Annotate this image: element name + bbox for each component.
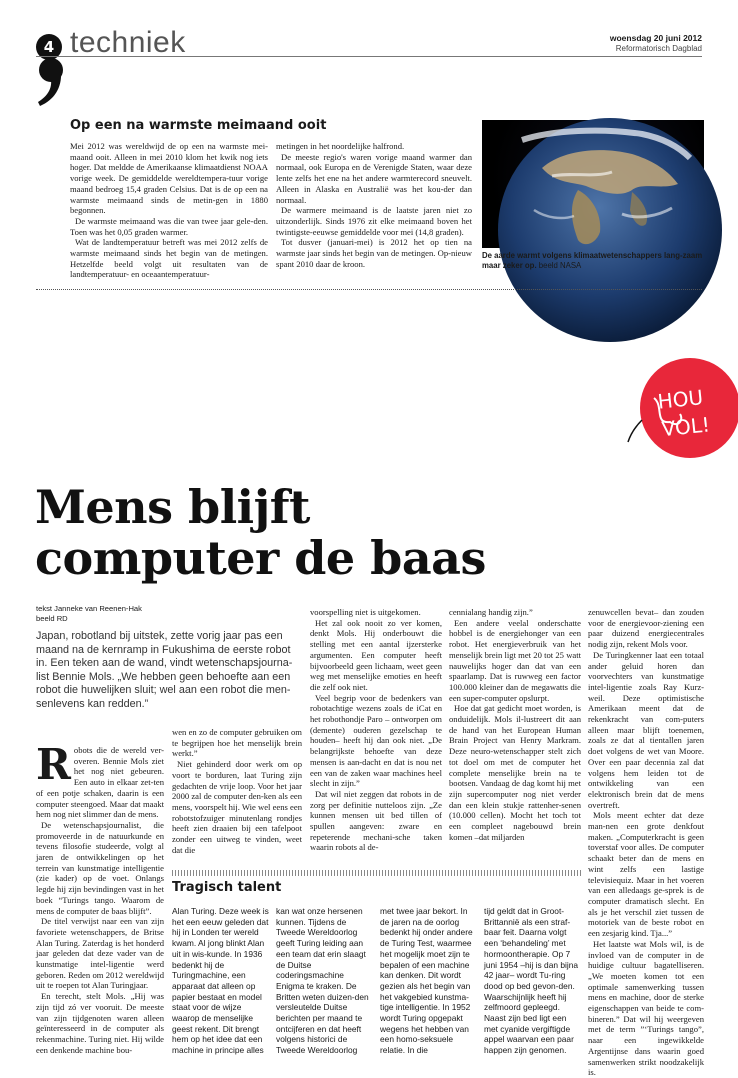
earth-photo <box>482 120 704 248</box>
newspaper-name: Reformatorisch Dagblad <box>615 44 702 53</box>
paragraph: Veel begrip voor de bedenkers van robotachtige wezens zoals de iCat en het robothondje Paro – ontworpen om (demente) ouderen gezelschap te houden– heeft hij dan ook niet. „De belangrijkste behoefte van deze mensen is aan-dacht en dat is nou net een van de zaken waar machines heel slecht in zijn.” <box>310 692 442 789</box>
paragraph: Tot dusver (januari-mei) is 2012 het op tien na warmste jaar sinds het begin van de metingen. Op-nieuw spant 2010 daar de kroon. <box>276 237 472 269</box>
main-col3 <box>310 607 442 853</box>
byline <box>36 604 142 624</box>
article-intro: Japan, robotland bij uitstek, zette vorig jaar pas een maand na de kernramp in Fukushima de eerste robot in. Een teken aan de wand, vindt wetenschapsjourna-list Bennie Mols. „We hebben geen behoefte aan een robot die huwelijken sluit; wel aan een robot die men-senlevens kan redden.” <box>36 630 293 710</box>
drop-cap: R <box>36 740 71 789</box>
paragraph: voorspelling niet is uitgekomen. <box>310 607 421 617</box>
paragraph: Niet gehinderd door werk om op voort te borduren, laat Turing zijn gedachten de vrije loop. Voor het jaar 2000 zal de computer den-ken als een mens, voorspelt hij. Wie wel eens een robotstofzuiger minutenlang rondjes heeft zien draaien bij een tafelpoot zonder een uitweg te vinden, weet dat die <box>172 759 302 855</box>
main-col5 <box>588 607 704 1078</box>
photo-caption <box>482 251 704 271</box>
paragraph: Wat de landtemperatuur betreft was mei 2012 zelfs de warmste meimaand sinds het begin van de metingen. Hetzelfde beeld volgt uit resultaten van de landtemperatuur- en oceaantemperatuur- <box>70 237 268 280</box>
paragraph: De titel verwijst naar een van zijn favoriete wetenschappers, de Britse Alan Turing. Zaterdag is het honderd jaar geleden dat deze vader van de kunstmatige intel-ligentie werd geboren. Reden om 2012 wereldwijd uit te roepen tot Alan Turingjaar. <box>36 916 164 991</box>
paragraph: Mols meent echter dat deze man-nen een grote denkfout maken. „Computerkracht is geen toverstaf voor alles. De computer schaakt beter dan de mens en wint zelfs een lastige televisiequiz. Maar in het voeren van een alledaags ge-sprek is de computer dramatisch slecht. En als je het verschil ziet tussen de motoriek van de beste robot en een zesjarig kind. Tja...” <box>588 810 704 939</box>
paragraph: En terecht, stelt Mols. „Hij was zijn tijd zó ver vooruit. De meeste van zijn tijdgenoten waren alleen geïnteresseerd in de computer als rekenmachine. Turing niet. Hij wilde een denkende machine bou- <box>36 991 164 1055</box>
issue-date: woensdag 20 juni 2012 <box>609 33 702 43</box>
paragraph: Dat wil niet zeggen dat robots in de zorg per definitie nutteloos zijn. „Ze kunnen mensen uit bed tillen of spullen aangeven: zware en repeterende mechani-sche taken waarin robots al de- <box>310 788 442 853</box>
page-number: 4 <box>36 34 62 60</box>
headline-line1: Mens blijft <box>35 480 310 534</box>
top-article-title: Op een na warmste meimaand ooit <box>70 118 327 133</box>
paragraph: metingen in het noordelijke halfrond. <box>276 141 405 151</box>
top-article-col2 <box>276 141 472 269</box>
paragraph: De meeste regio's waren vorige maand warmer dan normaal, ook Europa en de Verenigde Staten, waar deze lente zelfs het ene na het andere warmterecord sneuvelt. Alleen in Alaska en Australië was het kou-der dan normaal. <box>276 151 472 205</box>
headline-line2: computer de baas <box>35 531 486 585</box>
header-divider <box>36 56 702 57</box>
paragraph: Hoe dat gat gedicht moet worden, is onduidelijk. Mols il-lustreert dit aan de hand van het European Human Brain Project van Henry Markram. Deze neuro-wetenschapper stelt zich tot doel om met de computer het complete menselijke brein na te bootsen. Vandaag de dag komt hij met zijn supercomputer nog niet verder dan een klein stukje rattenher-senen (10.000 cellen). Mocht het toch tot een compleet nagebouwd brein komen –dat miljarden <box>449 703 581 842</box>
paragraph: De warmste meimaand was die van twee jaar gele-den. Toen was het 0,05 graden warmer. <box>70 215 268 237</box>
sidebar-col3: met twee jaar bekort. In de jaren na de oorlog bedenkt hij onder andere de Turing Test, waarmee het mogelijk moet zijn te bepalen of een machine kan denken. Dit wordt gezien als het begin van het vakgebied kunstma-tige intelligentie. In 1952 wordt Turing opgepakt wegens het hebben van een homo-seksuele relatie. In die <box>380 906 473 1056</box>
paragraph: De warmere meimaand is de laatste jaren niet zo uitzonderlijk. Sinds 1976 zit elke meimaand boven het twintigste-eeuwse gemiddelde voor mei (14,8 graden). <box>276 205 472 237</box>
paragraph: Een andere veelal onderschatte hobbel is de energiehonger van een robot. Het energieverbruik van het menselijk brein ligt met 20 tot 25 watt nauwelijks hoger dan dat van een spaarlamp. Dat is ruwweg een factor 100.000 kleiner dan de megawatts die een super-computer opslurpt. <box>449 617 581 703</box>
comma-logo-icon <box>34 56 68 108</box>
paragraph: obots die de wereld ver-overen. Bennie Mols ziet het nog niet gebeuren. Een auto in elkaar zet-ten of een potje schaken, daarin is een computer steengoed. Maar dat maakt hem nog niet slimmer dan de mens. <box>36 745 164 820</box>
sidebar-col4: tijd geldt dat in Groot-Brittannië als een straf-baar feit. Daarna volgt een ‘behandeling’ met hormoontherapie. Op 7 juni 1954 –hij is dan bijna 42 jaar– wordt Tu-ring dood op bed gevon-den. Waarschijnlijk heeft hij zelfmoord gepleegd. Naast zijn bed ligt een met cyanide vergiftigde appel waarvan een paar happen zijn genomen. <box>484 906 579 1056</box>
paragraph: Mei 2012 was wereldwijd de op een na warmste mei-maand ooit. Alleen in mei 2010 klom het kwik nog iets hoger. Dat meldde de Amerikaanse klimaatdienst NOAA vorige week. De gemiddelde wereldtempera-tuur vorige maand bedroeg 15,4 graden Celsius. Dat is de op een na warmste meimaand sinds de metin-gen in 1880 begonnen. <box>70 141 268 216</box>
main-headline <box>35 482 486 584</box>
sidebar-title: Tragisch talent <box>172 880 282 895</box>
paragraph: Het laatste wat Mols wil, is de invloed van de computer in de huidige cultuur bagatelliseren. „We moeten komen tot een optimale samenwerking tussen mens en machine, door de sterke eigenschappen van beide te com-bineren.” Dat wil hij weergeven met de term ”‘Turings tango”, naar een ingewikkelde Argentijnse dans waarin goed samenwerken strikt noodzakelijk is. <box>588 938 704 1078</box>
hou-vol-sticker <box>624 358 738 460</box>
paragraph: De wetenschapsjournalist, die promoveerde in de natuurkunde en tevens filosofie studeerde, volgt al jaren de ontwikkelingen op het terrein van kunstmatige intelligentie (zie kader) op de voet. Onlangs legde hij zijn bevindingen vast in het boek “Turings tango. Waarom de mens de computer de baas blijft”. <box>36 819 164 916</box>
sticker-line1: HOU <box>656 385 705 414</box>
main-col2 <box>172 727 302 855</box>
sidebar-divider <box>172 870 582 876</box>
paragraph: cennialang handig zijn.” <box>449 607 533 617</box>
paragraph: De Turingkenner laat een totaal ander geluid horen dan voorvechters van kunstmatige intel-ligentie zoals Ray Kurz-weil. Deze optimistische Amerikaan meent dat de rekenkracht van com-puters alleen maar blijft toenemen, zoals ze dat al tientallen jaren doet volgens de wet van Moore. Over een paar decennia zal dat volgens hem leiden tot de ontwikkeling van een elektronisch brein dat de mens overtreft. <box>588 649 704 810</box>
byline-text: tekst Janneke van Reenen-Hak <box>36 604 142 613</box>
caption-credit: beeld NASA <box>538 261 582 270</box>
main-col1 <box>36 740 164 1055</box>
paragraph: zenuwcellen bevat– dan zouden voor de energievoor-ziening een paar duizend energiecentrales nodig zijn, rekent Mols voor. <box>588 607 704 650</box>
main-col4 <box>449 607 581 842</box>
section-title: techniek <box>70 26 186 59</box>
sidebar-col2: kan wat onze hersenen kunnen. Tijdens de Tweede Wereldoorlog geeft Turing leiding aan een team dat erin slaagt de Duitse coderingsmachine Enigma te kraken. De Britten weten duizen-den versleutelde Duitse berichten per maand te ontcijferen en dat heeft volgens historici de Tweede Wereldoorlog <box>276 906 369 1056</box>
caption-text: De aarde warmt volgens klimaatwetenschappers lang-zaam maar zeker op. <box>482 251 703 270</box>
sidebar-col1: Alan Turing. Deze week is het een eeuw geleden dat hij in Londen ter wereld kwam. Al jong blinkt Alan uit in wis-kunde. In 1936 bedenkt hij de Turingmachine, een apparaat dat alleen op papier bestaat en model staat voor de wijze waarop de menselijke geest rekent. Dit brengt hem op het idee dat een machine in principe alles <box>172 906 269 1056</box>
byline-image: beeld RD <box>36 614 68 623</box>
sticker-line2: VOL! <box>660 412 712 442</box>
paragraph: wen en zo de computer gebruiken om te begrijpen hoe het menselijk brein werkt.” <box>172 727 302 759</box>
section-divider <box>36 289 702 290</box>
paragraph: Het zal ook nooit zo ver komen, denkt Mols. Hij onderbouwt die stelling met een aantal ijzersterke argumenten. Een computer heeft bijvoorbeeld geen lichaam, weet geen weg met menselijke emoties en heeft die zelf ook niet. <box>310 617 442 692</box>
top-article-col1 <box>70 141 268 280</box>
